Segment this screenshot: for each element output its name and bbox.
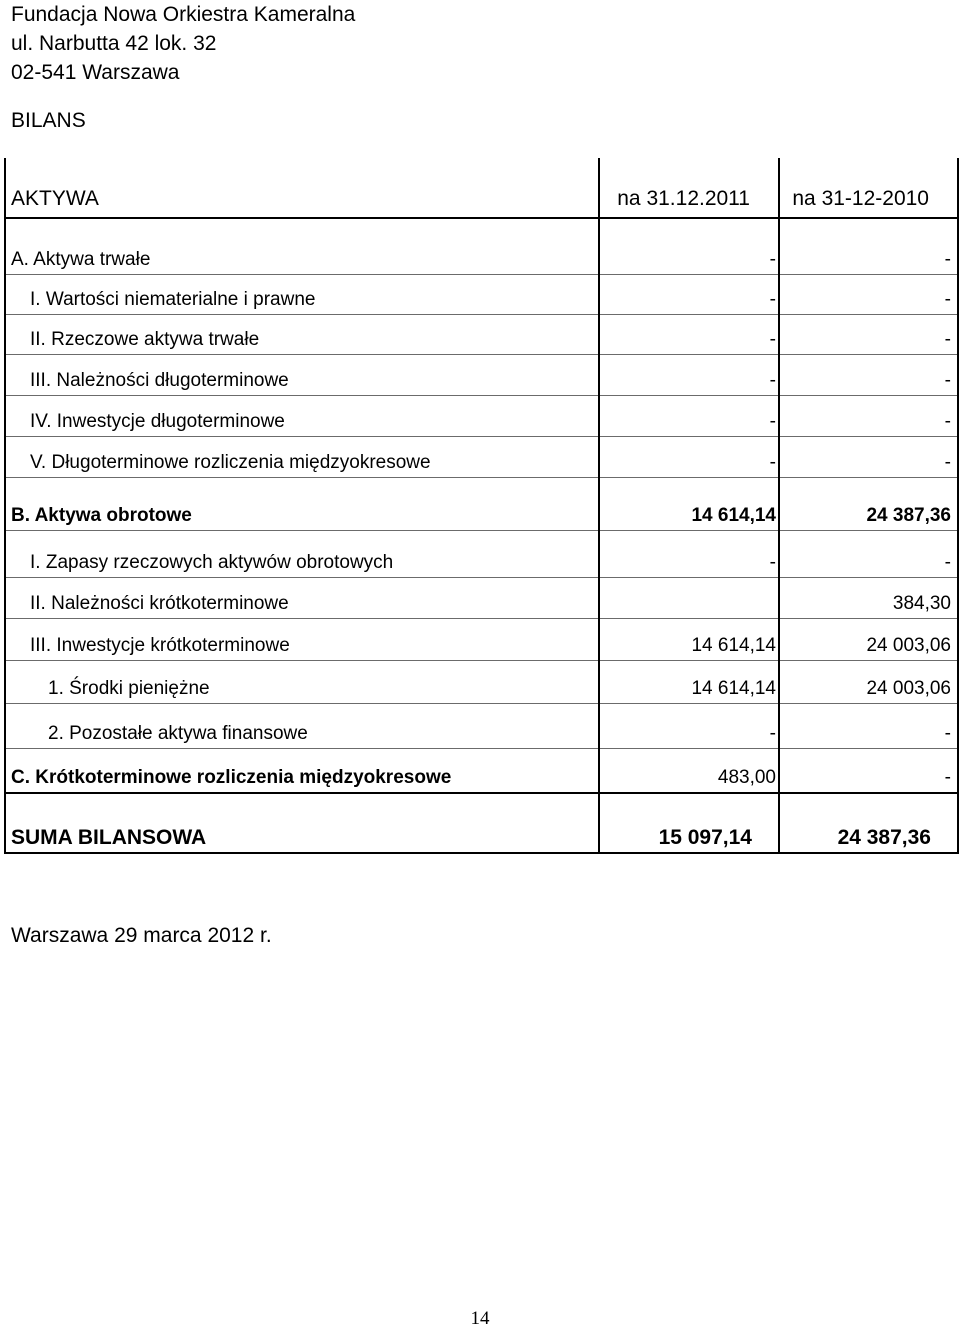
organization-city: 02-541 Warszawa [11, 61, 180, 84]
row-previous-value: - [779, 354, 958, 395]
row-previous-value: 24 003,06 [779, 618, 958, 660]
table-row [5, 748, 958, 793]
row-label: 1. Środki pieniężne [5, 660, 599, 703]
balance-sheet-table [4, 158, 959, 854]
table-row [5, 530, 958, 577]
row-current-value [599, 577, 779, 618]
row-previous-value: - [779, 436, 958, 477]
row-label: IV. Inwestycje długoterminowe [5, 395, 599, 436]
row-current-value: 14 614,14 [599, 618, 779, 660]
row-label: A. Aktywa trwałe [5, 218, 599, 274]
table-row [5, 314, 958, 354]
table-row [5, 218, 958, 274]
document-title: BILANS [11, 109, 86, 132]
column-header-assets: AKTYWA [5, 158, 599, 218]
table-row [5, 477, 958, 530]
row-previous-value: - [779, 748, 958, 793]
row-previous-value: - [779, 314, 958, 354]
row-label: III. Należności długoterminowe [5, 354, 599, 395]
row-label: II. Należności krótkoterminowe [5, 577, 599, 618]
row-label: III. Inwestycje krótkoterminowe [5, 618, 599, 660]
table-row [5, 577, 958, 618]
organization-street: ul. Narbutta 42 lok. 32 [11, 32, 217, 55]
column-header-previous: na 31-12-2010 [779, 158, 958, 218]
row-label: B. Aktywa obrotowe [5, 477, 599, 530]
table-row [5, 703, 958, 748]
place-and-date: Warszawa 29 marca 2012 r. [11, 924, 272, 947]
column-header-current: na 31.12.2011 [599, 158, 779, 218]
table-row [5, 618, 958, 660]
table-row [5, 354, 958, 395]
row-label: I. Zapasy rzeczowych aktywów obrotowych [5, 530, 599, 577]
row-current-value: - [599, 218, 779, 274]
row-current-value: 14 614,14 [599, 477, 779, 530]
row-previous-value: - [779, 218, 958, 274]
table-row [5, 274, 958, 314]
row-previous-value: - [779, 395, 958, 436]
table-row [5, 395, 958, 436]
page-number: 14 [470, 1308, 490, 1329]
row-current-value: - [599, 354, 779, 395]
row-label: II. Rzeczowe aktywa trwałe [5, 314, 599, 354]
document-header [11, 0, 355, 87]
row-label: I. Wartości niematerialne i prawne [5, 274, 599, 314]
organization-name: Fundacja Nowa Orkiestra Kameralna [11, 3, 356, 26]
row-previous-value: 24 003,06 [779, 660, 958, 703]
total-row [5, 793, 958, 853]
row-current-value: - [599, 436, 779, 477]
row-label: V. Długoterminowe rozliczenia międzyokresowe [5, 436, 599, 477]
row-previous-value: - [779, 274, 958, 314]
row-current-value: - [599, 530, 779, 577]
row-label: C. Krótkoterminowe rozliczenia międzyokresowe [5, 748, 599, 793]
row-current-value: - [599, 314, 779, 354]
row-current-value: 14 614,14 [599, 660, 779, 703]
row-current-value: - [599, 703, 779, 748]
row-previous-value: 24 387,36 [779, 477, 958, 530]
table-header-row [5, 158, 958, 218]
row-label: 2. Pozostałe aktywa finansowe [5, 703, 599, 748]
table-row [5, 436, 958, 477]
row-current-value: - [599, 395, 779, 436]
total-previous-value: 24 387,36 [779, 793, 958, 853]
row-current-value: 483,00 [599, 748, 779, 793]
table-row [5, 660, 958, 703]
row-current-value: - [599, 274, 779, 314]
total-label: SUMA BILANSOWA [5, 793, 599, 853]
row-previous-value: - [779, 530, 958, 577]
total-current-value: 15 097,14 [599, 793, 779, 853]
row-previous-value: - [779, 703, 958, 748]
row-previous-value: 384,30 [779, 577, 958, 618]
